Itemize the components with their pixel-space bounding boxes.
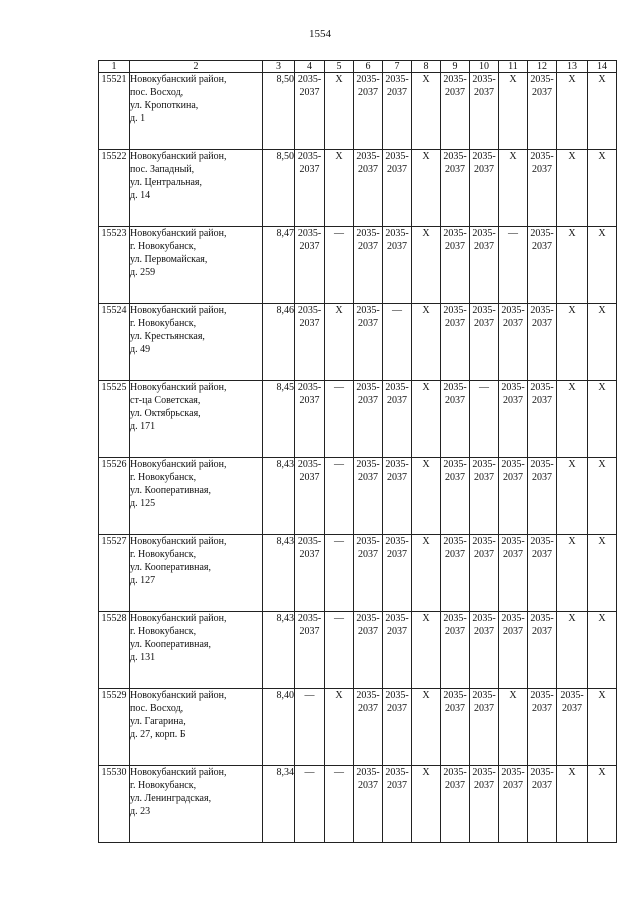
value-cell: 2035- 2037 (295, 458, 325, 535)
value-cell: — (295, 689, 325, 766)
value-cell: Х (325, 73, 354, 150)
address-line: д. 125 (130, 498, 156, 509)
address-line: г. Новокубанск, (130, 472, 197, 483)
address-line: г. Новокубанск, (130, 241, 197, 252)
value-cell: 2035- 2037 (499, 766, 528, 843)
address-line: ул. Октябрьская, (130, 408, 201, 419)
value-cell: Х (412, 150, 441, 227)
address-line: д. 127 (130, 575, 156, 586)
table-row (99, 612, 617, 689)
value-cell: 2035- 2037 (470, 150, 499, 227)
value-cell: Х (412, 227, 441, 304)
value-cell: 2035- 2037 (354, 381, 383, 458)
value-cell: 2035- 2037 (499, 535, 528, 612)
value-cell: 2035- 2037 (528, 150, 557, 227)
value-cell: 2035- 2037 (499, 304, 528, 381)
value-cell: Х (588, 304, 617, 381)
value-cell: Х (412, 612, 441, 689)
row-number: 15530 (99, 766, 130, 843)
value-cell: Х (557, 150, 588, 227)
value-cell: 2035- 2037 (499, 381, 528, 458)
address-line: Новокубанский район, (130, 690, 227, 701)
score-cell: 8,47 (263, 227, 295, 304)
address-line: ул. Гагарина, (130, 716, 186, 727)
address-line: ул. Кооперативная, (130, 562, 212, 573)
value-cell: 2035- 2037 (528, 73, 557, 150)
table-row (99, 458, 617, 535)
table-row (99, 381, 617, 458)
value-cell: 2035- 2037 (295, 535, 325, 612)
value-cell: 2035- 2037 (441, 381, 470, 458)
value-cell: Х (588, 612, 617, 689)
value-cell: 2035- 2037 (354, 458, 383, 535)
table-row (99, 689, 617, 766)
column-header: 11 (499, 61, 528, 73)
value-cell: Х (588, 689, 617, 766)
address-line: Новокубанский район, (130, 613, 227, 624)
value-cell: Х (588, 150, 617, 227)
address-line: ул. Кооперативная, (130, 639, 212, 650)
row-number: 15524 (99, 304, 130, 381)
address-line: ул. Ленинградская, (130, 793, 212, 804)
value-cell: 2035- 2037 (354, 689, 383, 766)
value-cell: 2035- 2037 (383, 150, 412, 227)
address-line: Новокубанский район, (130, 305, 227, 316)
score-cell: 8,43 (263, 612, 295, 689)
value-cell: 2035- 2037 (470, 766, 499, 843)
value-cell: 2035- 2037 (383, 766, 412, 843)
value-cell: Х (412, 458, 441, 535)
address-line: Новокубанский район, (130, 228, 227, 239)
value-cell: 2035- 2037 (441, 458, 470, 535)
value-cell: Х (588, 227, 617, 304)
address-line: д. 1 (130, 113, 146, 124)
value-cell: — (499, 227, 528, 304)
column-header: 10 (470, 61, 499, 73)
value-cell: Х (499, 150, 528, 227)
value-cell: Х (499, 73, 528, 150)
address-cell (130, 73, 263, 150)
row-number: 15526 (99, 458, 130, 535)
value-cell: 2035- 2037 (383, 381, 412, 458)
value-cell: Х (588, 766, 617, 843)
address-line: ул. Центральная, (130, 177, 203, 188)
address-cell (130, 612, 263, 689)
table-row (99, 304, 617, 381)
value-cell: — (325, 612, 354, 689)
row-number: 15521 (99, 73, 130, 150)
value-cell: 2035- 2037 (528, 535, 557, 612)
score-cell: 8,50 (263, 150, 295, 227)
address-line: Новокубанский район, (130, 382, 227, 393)
address-cell (130, 150, 263, 227)
value-cell: 2035- 2037 (354, 73, 383, 150)
value-cell: 2035- 2037 (441, 612, 470, 689)
value-cell: 2035- 2037 (557, 689, 588, 766)
address-line: Новокубанский район, (130, 74, 227, 85)
value-cell: Х (412, 766, 441, 843)
address-line: д. 259 (130, 267, 156, 278)
value-cell: Х (557, 381, 588, 458)
value-cell: 2035- 2037 (470, 73, 499, 150)
value-cell: 2035- 2037 (354, 304, 383, 381)
address-cell (130, 689, 263, 766)
value-cell: Х (588, 535, 617, 612)
value-cell: — (325, 535, 354, 612)
row-number: 15522 (99, 150, 130, 227)
value-cell: — (325, 766, 354, 843)
value-cell: Х (557, 535, 588, 612)
value-cell: 2035- 2037 (383, 612, 412, 689)
address-line: Новокубанский район, (130, 151, 227, 162)
score-cell: 8,43 (263, 458, 295, 535)
value-cell: — (325, 381, 354, 458)
address-line: Новокубанский район, (130, 767, 227, 778)
row-number: 15528 (99, 612, 130, 689)
value-cell: Х (412, 381, 441, 458)
row-number: 15523 (99, 227, 130, 304)
value-cell: 2035- 2037 (441, 766, 470, 843)
value-cell: 2035- 2037 (295, 73, 325, 150)
value-cell: — (383, 304, 412, 381)
column-header: 9 (441, 61, 470, 73)
address-line: г. Новокубанск, (130, 780, 197, 791)
value-cell: 2035- 2037 (441, 150, 470, 227)
address-line: ст-ца Советская, (130, 395, 201, 406)
column-header: 7 (383, 61, 412, 73)
address-line: пос. Восход, (130, 87, 184, 98)
score-cell: 8,43 (263, 535, 295, 612)
address-line: д. 49 (130, 344, 151, 355)
value-cell: Х (557, 458, 588, 535)
row-number: 15525 (99, 381, 130, 458)
address-cell (130, 381, 263, 458)
column-header: 1 (99, 61, 130, 73)
address-line: ул. Кропоткина, (130, 100, 199, 111)
address-line: ул. Первомайская, (130, 254, 208, 265)
column-header: 12 (528, 61, 557, 73)
value-cell: Х (557, 612, 588, 689)
address-line: д. 27, корп. Б (130, 729, 186, 740)
value-cell: Х (325, 150, 354, 227)
value-cell: 2035- 2037 (295, 304, 325, 381)
value-cell: 2035- 2037 (383, 689, 412, 766)
value-cell: 2035- 2037 (354, 535, 383, 612)
address-line: д. 131 (130, 652, 156, 663)
value-cell: 2035- 2037 (470, 458, 499, 535)
address-line: ул. Кооперативная, (130, 485, 212, 496)
value-cell: 2035- 2037 (499, 612, 528, 689)
address-line: пос. Западный, (130, 164, 195, 175)
value-cell: 2035- 2037 (470, 535, 499, 612)
value-cell: 2035- 2037 (470, 304, 499, 381)
value-cell: 2035- 2037 (528, 381, 557, 458)
housing-table (98, 60, 617, 843)
value-cell: 2035- 2037 (354, 766, 383, 843)
address-line: д. 23 (130, 806, 151, 817)
value-cell: — (325, 227, 354, 304)
value-cell: Х (557, 304, 588, 381)
value-cell: Х (325, 304, 354, 381)
value-cell: 2035- 2037 (295, 381, 325, 458)
value-cell: Х (325, 689, 354, 766)
value-cell: 2035- 2037 (528, 766, 557, 843)
address-cell (130, 304, 263, 381)
value-cell: 2035- 2037 (441, 227, 470, 304)
value-cell: 2035- 2037 (528, 689, 557, 766)
value-cell: 2035- 2037 (441, 304, 470, 381)
value-cell: — (295, 766, 325, 843)
address-line: ул. Крестьянская, (130, 331, 205, 342)
value-cell: Х (588, 458, 617, 535)
column-header: 5 (325, 61, 354, 73)
table-row (99, 766, 617, 843)
row-number: 15529 (99, 689, 130, 766)
score-cell: 8,45 (263, 381, 295, 458)
address-line: пос. Восход, (130, 703, 184, 714)
column-header: 8 (412, 61, 441, 73)
header-row (99, 61, 617, 73)
address-line: д. 14 (130, 190, 151, 201)
address-cell (130, 458, 263, 535)
column-header: 13 (557, 61, 588, 73)
score-cell: 8,50 (263, 73, 295, 150)
value-cell: Х (557, 227, 588, 304)
page-number: 1554 (309, 28, 331, 40)
score-cell: 8,34 (263, 766, 295, 843)
value-cell: 2035- 2037 (441, 73, 470, 150)
value-cell: 2035- 2037 (528, 612, 557, 689)
address-line: г. Новокубанск, (130, 626, 197, 637)
row-number: 15527 (99, 535, 130, 612)
value-cell: 2035- 2037 (295, 150, 325, 227)
address-line: г. Новокубанск, (130, 318, 197, 329)
value-cell: 2035- 2037 (383, 73, 412, 150)
table-row (99, 73, 617, 150)
value-cell: Х (412, 73, 441, 150)
table-row (99, 150, 617, 227)
value-cell: Х (588, 73, 617, 150)
address-cell (130, 766, 263, 843)
address-cell (130, 227, 263, 304)
value-cell: Х (588, 381, 617, 458)
value-cell: Х (499, 689, 528, 766)
value-cell: 2035- 2037 (441, 689, 470, 766)
column-header: 6 (354, 61, 383, 73)
value-cell: 2035- 2037 (354, 150, 383, 227)
address-line: Новокубанский район, (130, 459, 227, 470)
table-row (99, 227, 617, 304)
table-row (99, 535, 617, 612)
value-cell: Х (412, 535, 441, 612)
value-cell: 2035- 2037 (383, 458, 412, 535)
column-header: 14 (588, 61, 617, 73)
column-header: 2 (130, 61, 263, 73)
address-line: г. Новокубанск, (130, 549, 197, 560)
value-cell: 2035- 2037 (470, 227, 499, 304)
value-cell: 2035- 2037 (441, 535, 470, 612)
value-cell: 2035- 2037 (470, 689, 499, 766)
column-header: 4 (295, 61, 325, 73)
value-cell: Х (412, 689, 441, 766)
value-cell: 2035- 2037 (528, 304, 557, 381)
address-line: Новокубанский район, (130, 536, 227, 547)
score-cell: 8,46 (263, 304, 295, 381)
value-cell: 2035- 2037 (295, 227, 325, 304)
value-cell: 2035- 2037 (354, 227, 383, 304)
column-header: 3 (263, 61, 295, 73)
value-cell: Х (557, 766, 588, 843)
value-cell: 2035- 2037 (354, 612, 383, 689)
address-line: д. 171 (130, 421, 156, 432)
value-cell: Х (557, 73, 588, 150)
value-cell: 2035- 2037 (528, 227, 557, 304)
value-cell: 2035- 2037 (295, 612, 325, 689)
value-cell: — (325, 458, 354, 535)
value-cell: 2035- 2037 (383, 227, 412, 304)
value-cell: Х (412, 304, 441, 381)
value-cell: — (470, 381, 499, 458)
value-cell: 2035- 2037 (528, 458, 557, 535)
value-cell: 2035- 2037 (499, 458, 528, 535)
value-cell: 2035- 2037 (470, 612, 499, 689)
address-cell (130, 535, 263, 612)
value-cell: 2035- 2037 (383, 535, 412, 612)
score-cell: 8,40 (263, 689, 295, 766)
